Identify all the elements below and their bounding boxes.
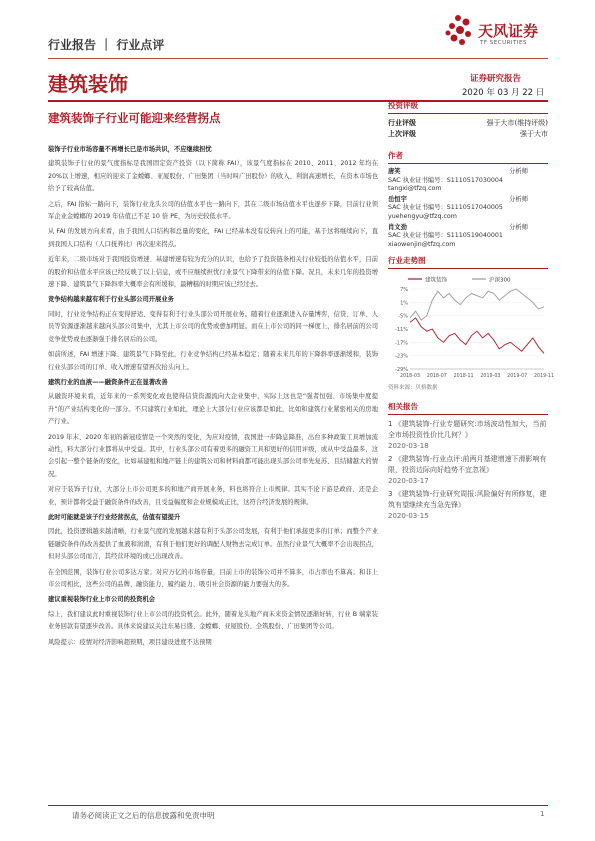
author-name: 肖文劲 <box>388 223 407 231</box>
trend-chart <box>388 273 555 381</box>
footer-divider <box>48 805 548 806</box>
author-name-row <box>388 224 548 233</box>
related-report-item[interactable] <box>388 419 548 452</box>
y-tick-label: 1% <box>400 300 408 307</box>
report-subtitle: 建筑装饰子行业可能迎来经营拐点 <box>48 111 221 125</box>
rating-key: 上次评级 <box>388 130 416 138</box>
author-role: 分析师 <box>509 168 528 175</box>
author-name-row <box>388 168 548 177</box>
related-report-title[interactable]: 2 《建筑装饰-行业点评:前两月基建增速下滑影响有限，投资边际向好趋势不宜忽视》 <box>388 455 547 475</box>
related-report-date: 2020-03-15 <box>388 512 429 521</box>
author-name: 唐笑 <box>388 168 401 175</box>
section-heading: 建议重视装饰行业上市公司的投资机会 <box>48 596 156 604</box>
section-heading: 建筑行业的血液——融资条件正在显著改善 <box>48 378 168 386</box>
section-heading: 装饰子行业市场容量不再增长已是市场共识，不应继续担忧 <box>48 146 212 153</box>
body-paragraph: 之后，FAI 指标一路向下，装饰行业龙头公司的估值水平也一路向下，其在二级市场估值水平也逐步下降，目前行业领军企业金螳螂的 2019 年估值已不足 10 倍 PE，为历史较低水平。 <box>48 200 378 221</box>
body-paragraph: 如前所述，FAI 增速下降、建筑景气下降至此，行业竞争结构已经基本稳定；随着未来几年的下降斜率逐渐缓和，装饰行业头部公司的订单、收入增速有望再次抬头向上。 <box>48 351 378 371</box>
author-list <box>388 168 548 249</box>
author-role: 分析师 <box>509 195 528 203</box>
y-tick-label: -5% <box>398 314 408 321</box>
page-title: 建筑装饰 <box>48 72 128 96</box>
body-paragraph: 在全国范围，装饰行业公司多达万家；对应万亿的市场容量，目前上市的装饰公司并不算多，市占率也不算高；和非上市公司相比，这些公司的品牌、融资能力、履约能力、吸引社会资源的能力要强大的多。 <box>48 568 378 588</box>
x-tick-label: 2018-11 <box>453 374 474 380</box>
legend-label: 建筑装饰 <box>425 277 448 284</box>
body-paragraph: 风险提示：疫情对经济影响超预期，项目建设进度不达预期 <box>48 638 212 646</box>
related-heading: 相关报告 <box>388 402 418 412</box>
report-type: 证券研究报告 <box>470 74 522 84</box>
y-tick-label: -17% <box>395 340 408 347</box>
footer-disclaimer: 请务必阅读正文之后的信息披露和免责申明 <box>72 811 215 820</box>
author-role: 分析师 <box>509 223 528 231</box>
x-tick-label: 2018-07 <box>426 374 447 380</box>
report-category: 行业报告 ｜ 行业点评 <box>48 38 165 52</box>
y-tick-label: 7% <box>400 287 408 294</box>
author-entry <box>388 168 548 194</box>
related-report-title[interactable]: 3 《建筑装饰-行业研究周报:风险偏好有所修复，建筑有望继续充当急先锋》 <box>388 490 547 510</box>
rating-value: 强于大市 <box>520 130 548 138</box>
body-paragraph: 从 FAI 的发展方向来看，由于我国人口结构和总量的变化，FAI 已经基本没有反转向上的可能，基于这将继续向下，直到我国人口结构（人口抚养比）再次迎来拐点。 <box>48 228 378 248</box>
author-entry <box>388 224 548 250</box>
body-paragraph: 建筑装饰子行业的景气度指标是我国固定资产投资（以下简称 FAI），该景气度指标在 2010、2011、2012 年均在 20%以上增速，相应的迎来了金螳螂、亚厦股份、广田集团（当时叫广田股份）的收入、利润高速增长，在资本市场也给予了较高估值。 <box>48 160 378 193</box>
rating-row <box>388 129 548 140</box>
x-tick-label: 2019-11 <box>533 374 555 380</box>
rating-row <box>388 118 548 129</box>
trend-chart-svg <box>388 273 555 381</box>
trend-rule <box>388 268 548 269</box>
rating-rule <box>388 113 548 114</box>
related-report-item[interactable] <box>388 489 548 522</box>
y-tick-label: -29% <box>395 367 408 374</box>
author-cert: SAC 执业证书编号：S1110517040005 <box>388 204 503 212</box>
related-report-item[interactable] <box>388 454 548 487</box>
body-paragraph: 对应于装饰子行业，大部分上市公司更多的和地产商开展业务，料也将符合上市规律。其实不论下游是政府、还是企业，预计都将受益于融资条件的改善，且受益幅度和企业规模成正比，这符合经济发展的规律。 <box>48 486 378 506</box>
rating-value: 强于大市(维持评级) <box>486 119 548 127</box>
x-tick-label: 2019-07 <box>507 374 528 380</box>
related-list <box>388 419 548 522</box>
x-tick-label: 2019-03 <box>480 374 501 380</box>
body-paragraph: 近年来，二级市场对于我国投资增速、基建增速有较为充分的认识，也给予了投资链条相关行业较低的估值水平，目前的股价和估值水平应该已经反映了以上信息，或不应继续担忧行业景气下降带来的估值下降。况且，未来几年的投资增速下降、建筑景气下降斜率大概率会有所缓和，最糟糕的时期应该已经过去。 <box>48 256 378 289</box>
body-paragraph: 综上，我们建议此时重视装饰行业上市公司的投资机会。此外，随着龙头地产商未来资金情况逐渐好转，行业 B 端家装业务回款有望逐步改善。具体来说建议关注东易日盛、金螳螂、亚厦股份、全筑股份、广田集团等公司。 <box>48 610 378 631</box>
y-tick-label: -23% <box>395 354 408 361</box>
body-paragraph: 2019 年末、2020 年初的新冠疫情是一个突然的变化，为应对疫情，我国进一步降息降准，出台多种政策工具增加流动性，料大部分行业都将从中受益。其中，行业头部公司有着更多的融资工具和更好的信用评级，或从中受益最多，这会引起一整个链条的变化，比如基建租和地产链上的建筑公司和材料商都可能出现头部公司率先复苏、且结储越大的情况。 <box>48 433 378 478</box>
author-entry <box>388 196 548 222</box>
author-email[interactable]: tangxi@tfzq.com <box>388 185 442 193</box>
related-rule <box>388 414 548 415</box>
author-name: 岳恒宇 <box>388 195 407 203</box>
page-number: 1 <box>540 810 545 818</box>
rating-key: 行业评级 <box>388 119 416 127</box>
legend-label: 沪深300 <box>489 277 511 284</box>
y-tick-label: -11% <box>395 327 408 334</box>
body-paragraph: 从融资环境来看，近年来的一系列变化或也使得信贷资源流向大企业集中，实际上这也是“强者恒强、市场集中度提升”的产业结构变化的一部分。不只建筑行业如此，理论上大部分行业应该都是如此，比如和建筑行业紧密相关的房地产行业。 <box>48 393 378 426</box>
author-cert: SAC 执业证书编号：S1110517030004 <box>388 176 503 184</box>
main-body <box>48 144 378 652</box>
related-report-date: 2020-03-17 <box>388 477 429 486</box>
sidebar <box>388 100 555 524</box>
logo-text: 天风证券 <box>478 22 539 40</box>
body-paragraph: 因此，投资逻辑越来越清晰，行业景气度的发展越来越有利于头部公司发展，有利于他们承接更多的订单；而整个产业链融资条件的改善提供了血液和润滑，有利于他们更好的调配人财物去完成订单。虽然行业景气大概率不会出现拐点，但对头部公司而言，其经营环境的或已出现改善。 <box>48 528 378 561</box>
author-cert: SAC 执业证书编号：S1110519040001 <box>388 232 503 240</box>
trend-heading: 行业走势图 <box>388 256 426 266</box>
x-tick-label: 2018-03 <box>399 374 421 380</box>
rating-heading: 投资评级 <box>388 101 418 110</box>
series-line <box>410 318 544 354</box>
body-paragraph: 同时，行业竞争结构正在变得舒适、变得有利于行业头部公司开展业务。随着行业逐渐进入存量博弈，信贷、订单、人员等资源逐渐越来越向头部公司集中，尤其上市公司的优势或愈加明显。而在上市公司的同一梯度上，排名居前的公司竞争优势或也逐渐强于排名居后的公司。 <box>48 310 378 343</box>
section-heading: 竞争结构越来越有利于行业头部公司开展业务 <box>48 296 174 304</box>
header-divider <box>48 58 548 59</box>
report-date: 2020 年 03 月 22 日 <box>462 88 545 98</box>
author-heading: 作者 <box>388 151 403 160</box>
chart-source: 资料来源：贝格数据 <box>388 385 438 392</box>
related-report-title[interactable]: 1 《建筑装饰-行业专题研究:市场波动性加大，当前全市场投资性价比几何？》 <box>388 420 547 440</box>
related-report-date: 2020-03-18 <box>388 442 429 451</box>
author-email[interactable]: xiaowenjin@tfzq.com <box>388 240 456 248</box>
section-heading: 此时可能就是该子行业经营拐点，估值有望提升 <box>48 513 181 521</box>
author-email[interactable]: yuehengyu@tfzq.com <box>388 212 457 220</box>
author-rule <box>388 163 548 164</box>
logo-subtext: TF SECURITIES <box>480 40 527 46</box>
